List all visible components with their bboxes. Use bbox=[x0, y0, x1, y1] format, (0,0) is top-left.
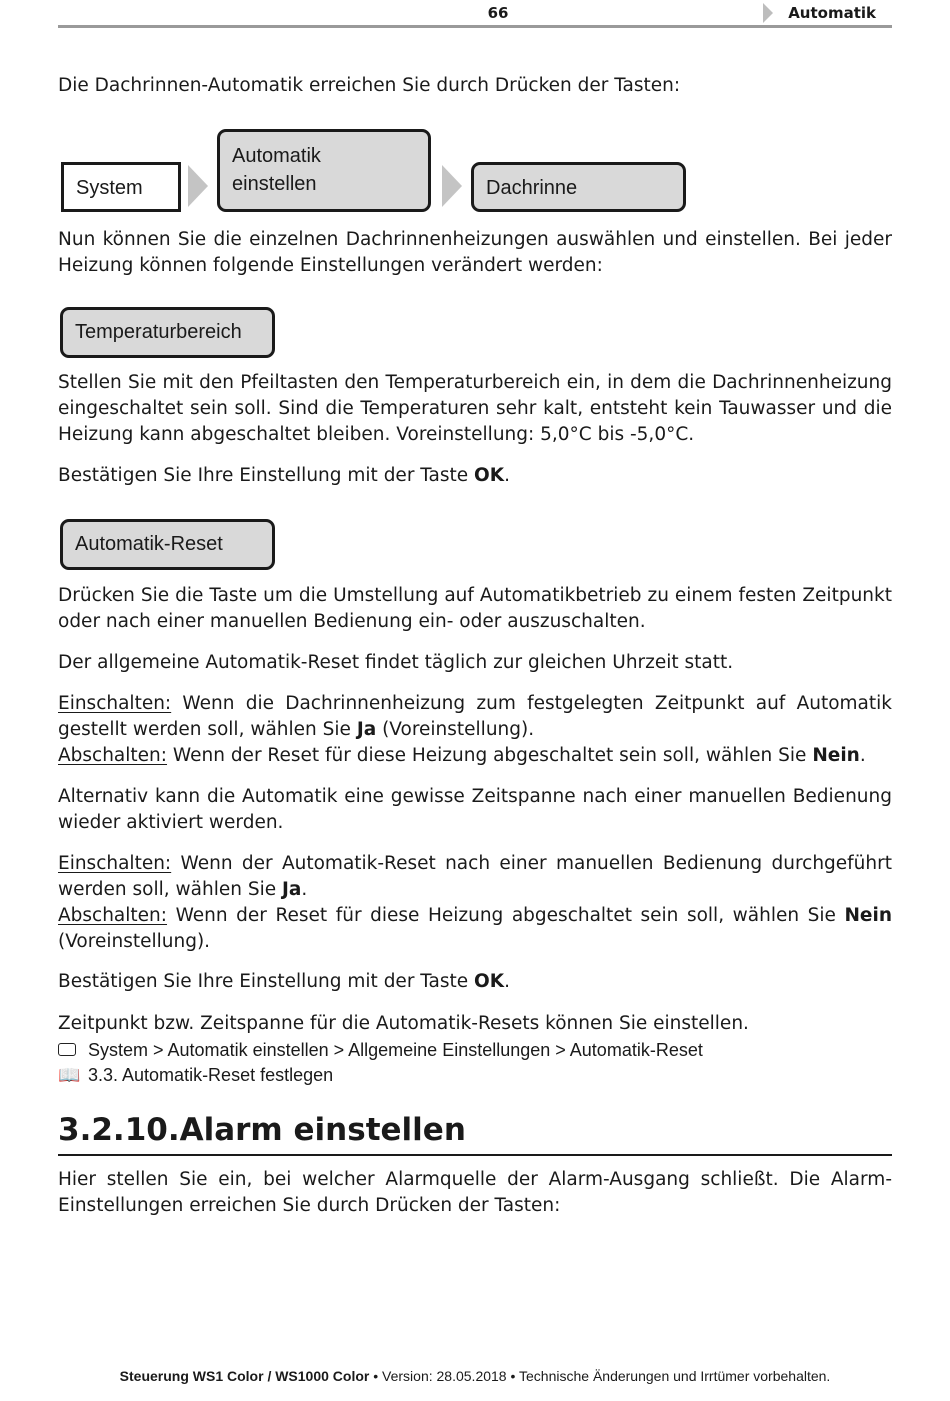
fixed-time-options: Einschalten: Wenn die Dachrinnenheizung zum festgelegten Zeitpunkt auf Automatik gestellt werden soll, wählen Sie Ja (Voreinstellung). Abschalten: Wenn der Reset für diese Heizung abgeschaltet sein soll, wählen Sie Nein. bbox=[58, 693, 892, 766]
temperaturbereich-button: Temperaturbereich bbox=[60, 307, 275, 358]
page-header bbox=[58, 0, 892, 28]
on-label: Einschalten: bbox=[58, 693, 172, 714]
section-heading: 3.2.10.Alarm einstellen bbox=[58, 1108, 892, 1156]
section-arrow-icon bbox=[763, 3, 773, 23]
page-footer bbox=[0, 1368, 950, 1384]
section-title: Automatik bbox=[788, 4, 876, 22]
select-paragraph: Nun können Sie die einzelnen Dachrinnenheizungen auswählen und einstellen. Bei jeder Heizung können folgende Einstellungen verändert werden: bbox=[58, 229, 892, 276]
footer-version: • Version: 28.05.2018 • Technische Änderungen und Irrtümer vorbehalten. bbox=[369, 1368, 831, 1384]
general-reset-paragraph: Der allgemeine Automatik-Reset findet täglich zur gleichen Uhrzeit statt. bbox=[58, 652, 734, 673]
reset-paragraph: Drücken Sie die Taste um die Umstellung auf Automatikbetrieb zu einem festen Zeitpunkt oder nach einer manuellen Bedienung ein- oder auszuschalten. bbox=[58, 585, 892, 632]
automatik-reset-button: Automatik-Reset bbox=[60, 519, 275, 570]
confirm-paragraph-1: Bestätigen Sie Ihre Einstellung mit der Taste OK. bbox=[58, 465, 510, 486]
on-label: Einschalten: bbox=[58, 853, 172, 874]
manual-options: Einschalten: Wenn der Automatik-Reset nach einer manuellen Bedienung durchgeführt werden soll, wählen Sie Ja. Abschalten: Wenn der Reset für diese Heizung abgeschaltet sein soll, wählen Sie Nein (Voreinstellung). bbox=[58, 853, 892, 952]
menu-path: System > Automatik einstellen > Allgemeine Einstellungen > Automatik-Reset bbox=[58, 1038, 703, 1062]
intro-paragraph: Die Dachrinnen-Automatik erreichen Sie durch Drücken der Tasten: bbox=[58, 75, 681, 96]
ok-key: OK bbox=[474, 971, 505, 992]
alternative-paragraph: Alternativ kann die Automatik eine gewisse Zeitspanne nach einer manuellen Bedienung wieder aktiviert werden. bbox=[58, 786, 892, 833]
automatik-einstellen-button: Automatik einstellen bbox=[217, 129, 431, 212]
book-icon: 📖 bbox=[58, 1065, 81, 1085]
menu-box-icon bbox=[58, 1043, 76, 1056]
confirm-paragraph-2: Bestätigen Sie Ihre Einstellung mit der Taste OK. bbox=[58, 971, 510, 992]
alarm-paragraph: Hier stellen Sie ein, bei welcher Alarmquelle der Alarm-Ausgang schließt. Die Alarm-Einstellungen erreichen Sie durch Drücken der Tasten: bbox=[58, 1169, 892, 1216]
ok-key: OK bbox=[474, 465, 505, 486]
footer-product: Steuerung WS1 Color / WS1000 Color bbox=[119, 1368, 370, 1384]
temperature-paragraph: Stellen Sie mit den Pfeiltasten den Temperaturbereich ein, in dem die Dachrinnenheizung eingeschaltet sein soll. Sind die Temperaturen sehr kalt, entsteht kein Tauwasser und die Heizung kann abgeschaltet bleiben. Voreinstellung: 5,0°C bis -5,0°C. bbox=[58, 372, 892, 445]
page-number: 66 bbox=[487, 4, 509, 22]
manual-reference: 📖 3.3. Automatik-Reset festlegen bbox=[58, 1065, 334, 1085]
system-button: System bbox=[61, 162, 181, 212]
off-label: Abschalten: bbox=[58, 745, 168, 766]
arrow-right-icon bbox=[442, 165, 462, 207]
off-label: Abschalten: bbox=[58, 905, 168, 926]
dachrinne-button: Dachrinne bbox=[471, 162, 686, 212]
time-paragraph: Zeitpunkt bzw. Zeitspanne für die Automatik-Resets können Sie einstellen. bbox=[58, 1013, 749, 1034]
arrow-right-icon bbox=[188, 165, 208, 207]
